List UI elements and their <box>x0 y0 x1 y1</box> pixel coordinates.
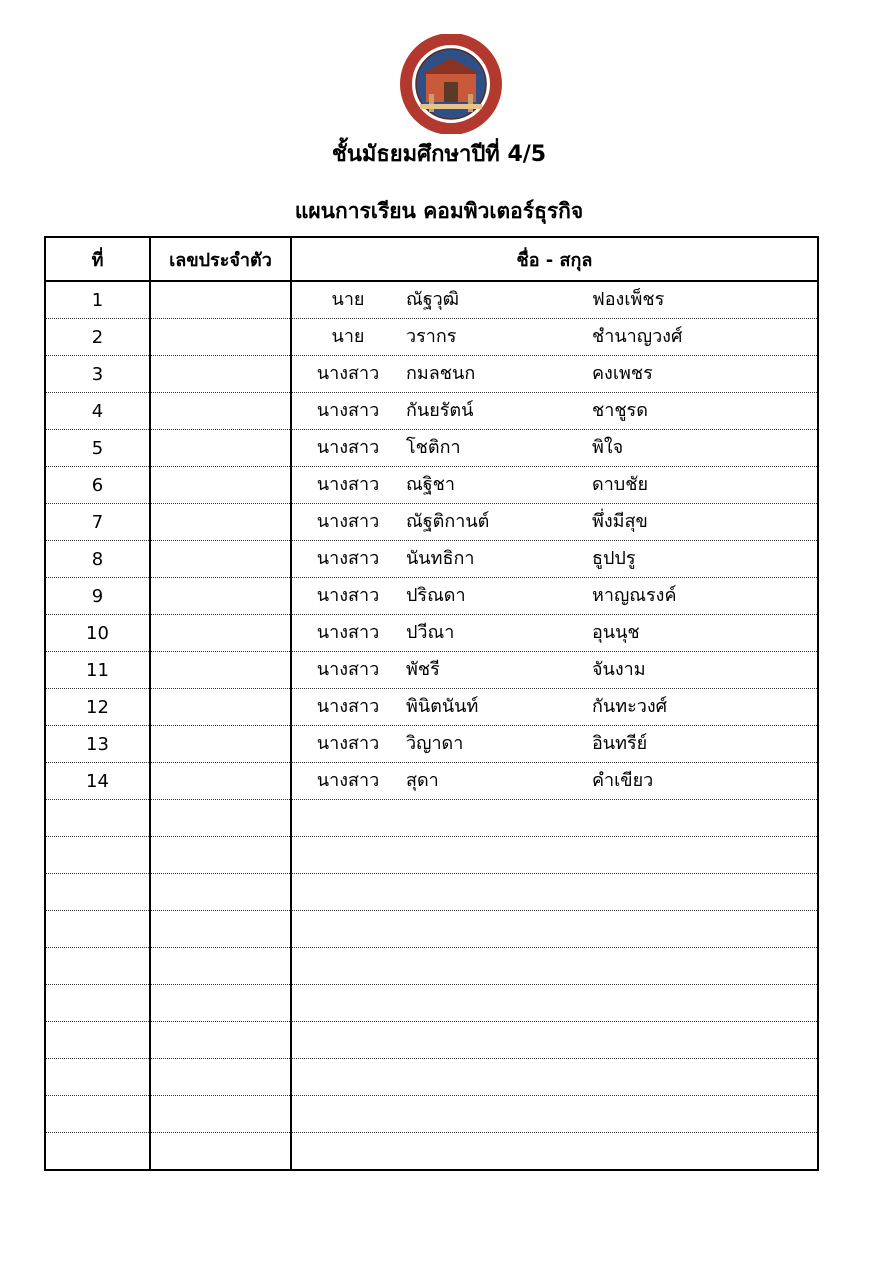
row-number: 10 <box>45 615 150 652</box>
first-name: พัชรี <box>406 659 440 680</box>
table-row <box>45 763 818 800</box>
row-number: 14 <box>45 763 150 800</box>
row-name <box>291 541 818 578</box>
row-number <box>45 1096 150 1133</box>
row-name <box>291 726 818 763</box>
row-student-id <box>150 504 291 541</box>
row-student-id <box>150 1133 291 1171</box>
row-student-id <box>150 800 291 837</box>
last-name: ฟองเพ็ชร <box>592 289 665 310</box>
row-number <box>45 1022 150 1059</box>
row-student-id <box>150 393 291 430</box>
row-name <box>291 689 818 726</box>
first-name: นันทธิกา <box>406 548 475 569</box>
row-name <box>291 467 818 504</box>
table-row <box>45 504 818 541</box>
row-number: 4 <box>45 393 150 430</box>
last-name: จันงาม <box>592 659 646 680</box>
row-number: 1 <box>45 281 150 319</box>
last-name: ธูปปรู <box>592 548 636 569</box>
row-name <box>291 837 818 874</box>
row-name <box>291 763 818 800</box>
first-name: กันยรัตน์ <box>406 400 474 421</box>
first-name: ณฐิชา <box>406 474 455 495</box>
first-name: ปวีณา <box>406 622 455 643</box>
table-row <box>45 356 818 393</box>
student-roster-table <box>44 236 819 1171</box>
name-title: นางสาว <box>316 585 380 606</box>
row-number <box>45 1059 150 1096</box>
table-row <box>45 1096 818 1133</box>
class-title: ชั้นมัธยมศึกษาปีที่ 4/5 <box>331 142 547 167</box>
row-student-id <box>150 837 291 874</box>
first-name: ณัฐติกานต์ <box>406 511 490 532</box>
row-name <box>291 911 818 948</box>
row-name <box>291 319 818 356</box>
row-name <box>291 1096 818 1133</box>
row-number: 9 <box>45 578 150 615</box>
last-name: ดาบชัย <box>592 474 648 495</box>
row-student-id <box>150 1096 291 1133</box>
row-name <box>291 652 818 689</box>
table-row <box>45 541 818 578</box>
first-name: วิญาดา <box>406 733 464 754</box>
row-student-id <box>150 615 291 652</box>
row-number <box>45 1133 150 1171</box>
name-title: นาย <box>331 326 365 347</box>
name-title: นางสาว <box>316 770 380 791</box>
table-row <box>45 726 818 763</box>
name-title: นางสาว <box>316 400 380 421</box>
row-number: 7 <box>45 504 150 541</box>
row-number: 6 <box>45 467 150 504</box>
row-name <box>291 1059 818 1096</box>
row-name <box>291 985 818 1022</box>
row-number <box>45 837 150 874</box>
row-number <box>45 948 150 985</box>
row-name <box>291 504 818 541</box>
row-name <box>291 1133 818 1171</box>
last-name: พิใจ <box>592 437 624 458</box>
name-title: นางสาว <box>316 659 380 680</box>
header-name: ชื่อ - สกุล <box>291 237 818 281</box>
row-student-id <box>150 1022 291 1059</box>
row-student-id <box>150 319 291 356</box>
last-name: ชำนาญวงศ์ <box>592 326 683 347</box>
row-number <box>45 800 150 837</box>
last-name: คงเพชร <box>592 363 653 384</box>
row-student-id <box>150 911 291 948</box>
row-student-id <box>150 467 291 504</box>
row-student-id <box>150 874 291 911</box>
row-student-id <box>150 578 291 615</box>
table-row <box>45 985 818 1022</box>
row-number: 12 <box>45 689 150 726</box>
last-name: คำเขียว <box>592 770 654 791</box>
row-student-id <box>150 652 291 689</box>
last-name: ชาชูรด <box>592 400 648 421</box>
row-name <box>291 430 818 467</box>
last-name: พึ่งมีสุข <box>592 511 648 532</box>
table-row <box>45 874 818 911</box>
row-student-id <box>150 1059 291 1096</box>
name-title: นางสาว <box>316 622 380 643</box>
row-number: 2 <box>45 319 150 356</box>
table-row <box>45 800 818 837</box>
table-row <box>45 652 818 689</box>
row-student-id <box>150 281 291 319</box>
table-row <box>45 281 818 319</box>
table-header-row <box>45 237 818 281</box>
row-number: 11 <box>45 652 150 689</box>
row-name <box>291 800 818 837</box>
name-title: นางสาว <box>316 511 380 532</box>
row-name <box>291 578 818 615</box>
row-student-id <box>150 356 291 393</box>
first-name: กมลชนก <box>406 363 476 384</box>
row-number: 3 <box>45 356 150 393</box>
first-name: พินิตนันท์ <box>406 696 479 717</box>
first-name: วรากร <box>406 326 457 347</box>
row-number <box>45 985 150 1022</box>
row-number: 5 <box>45 430 150 467</box>
program-title: แผนการเรียน คอมพิวเตอร์ธุรกิจ <box>294 199 584 223</box>
table-row <box>45 319 818 356</box>
table-row <box>45 948 818 985</box>
name-title: นางสาว <box>316 696 380 717</box>
row-name <box>291 615 818 652</box>
row-number <box>45 874 150 911</box>
name-title: นางสาว <box>316 437 380 458</box>
table-row <box>45 615 818 652</box>
name-title: นางสาว <box>316 733 380 754</box>
row-name <box>291 1022 818 1059</box>
table-row <box>45 430 818 467</box>
row-student-id <box>150 541 291 578</box>
table-row <box>45 837 818 874</box>
row-student-id <box>150 985 291 1022</box>
last-name: หาญณรงค์ <box>592 585 677 606</box>
row-student-id <box>150 689 291 726</box>
school-seal-icon <box>396 34 506 134</box>
row-number: 8 <box>45 541 150 578</box>
name-title: นางสาว <box>316 474 380 495</box>
row-student-id <box>150 726 291 763</box>
table-row <box>45 911 818 948</box>
name-title: นาย <box>331 289 365 310</box>
table-row <box>45 578 818 615</box>
row-name <box>291 281 818 319</box>
table-row <box>45 467 818 504</box>
first-name: โชติกา <box>406 437 461 458</box>
row-name <box>291 356 818 393</box>
last-name: อินทรีย์ <box>592 733 648 754</box>
table-row <box>45 1022 818 1059</box>
name-title: นางสาว <box>316 548 380 569</box>
first-name: สุดา <box>406 770 439 791</box>
roster-body <box>45 281 818 1170</box>
row-name <box>291 948 818 985</box>
row-number <box>45 911 150 948</box>
table-row <box>45 1133 818 1171</box>
header-student-id: เลขประจำตัว <box>150 237 291 281</box>
row-name <box>291 393 818 430</box>
row-student-id <box>150 430 291 467</box>
table-row <box>45 689 818 726</box>
row-name <box>291 874 818 911</box>
header-number: ที่ <box>45 237 150 281</box>
first-name: ณัฐวุฒิ <box>406 289 459 310</box>
row-student-id <box>150 948 291 985</box>
table-row <box>45 393 818 430</box>
name-title: นางสาว <box>316 363 380 384</box>
row-student-id <box>150 763 291 800</box>
last-name: อุนนุช <box>592 622 640 643</box>
table-row <box>45 1059 818 1096</box>
row-number: 13 <box>45 726 150 763</box>
first-name: ปริณดา <box>406 585 466 606</box>
last-name: กันทะวงศ์ <box>592 696 668 717</box>
